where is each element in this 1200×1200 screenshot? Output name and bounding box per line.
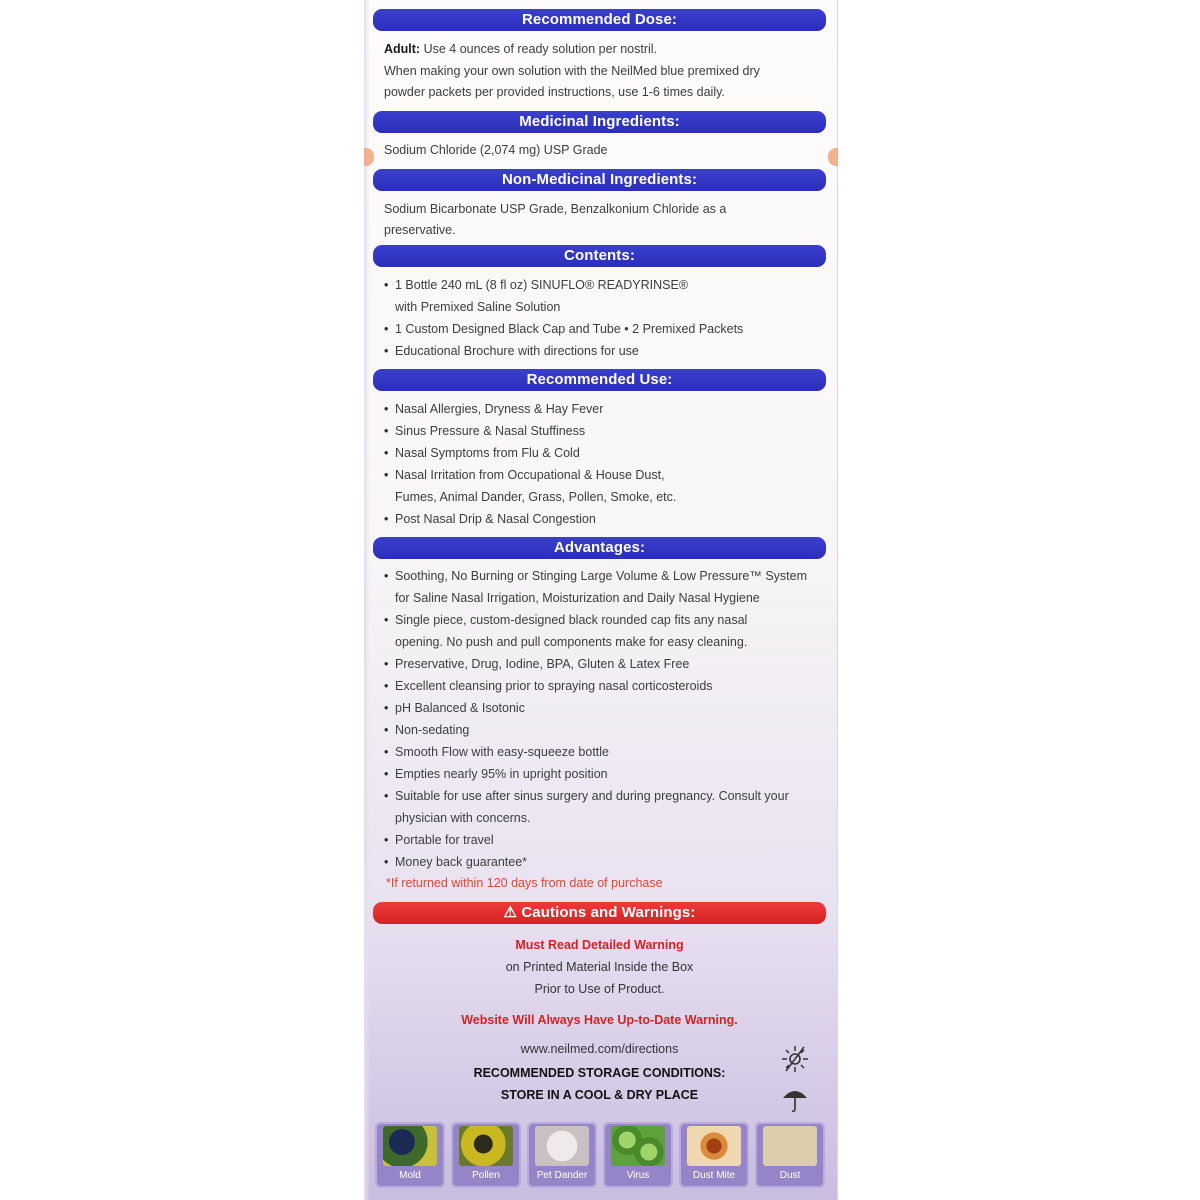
allergen-tiles [375,1122,827,1188]
warning-line-2: on Printed Material Inside the Box [505,960,694,974]
list-item: • Preservative, Drug, Iodine, BPA, Gluten & Latex Free [384,653,807,675]
recommended-dose-header: Recommended Dose: [373,9,826,31]
tile-label: Pet Dander [536,1170,588,1181]
orange-accent-right [828,148,838,166]
allergen-tile-mold [375,1122,445,1188]
non-medicinal-ingredients-header: Non-Medicinal Ingredients: [373,169,826,191]
list-item: • Smooth Flow with easy-squeeze bottle [384,741,807,763]
list-item: • pH Balanced & Isotonic [384,697,807,719]
adult-text: Use 4 ounces of ready solution per nostril. [420,42,658,56]
list-item: • Portable for travel [384,829,807,851]
list-item-continuation [384,631,807,653]
list-item-continuation [384,587,807,609]
sun-icon [780,1044,810,1078]
list-item: • Non-sedating [384,719,807,741]
list-item: • Educational Brochure with directions for use [384,340,743,362]
list-item: • Empties nearly 95% in upright position [384,763,807,785]
money-back-footnote: *If returned within 120 days from date of purchase [386,876,663,890]
dust-image [763,1126,817,1166]
panel-edge-shadow [364,0,370,1200]
list-item-continuation [384,486,676,508]
allergen-tile-dust-mite [679,1122,749,1188]
list-item: • Excellent cleansing prior to spraying nasal corticosteroids [384,675,807,697]
continuation-text: for Saline Nasal Irrigation, Moisturization and Daily Nasal Hygiene [395,591,760,605]
storage-conditions-text: STORE IN A COOL & DRY PLACE [500,1088,699,1102]
pollen-image [459,1126,513,1166]
dose-line-3: powder packets per provided instructions, use 1-6 times daily. [384,85,725,99]
website-warning: Website Will Always Have Up-to-Date Warning. [461,1013,738,1027]
list-item-continuation [384,807,807,829]
list-item: • Suitable for use after sinus surgery and during pregnancy. Consult your [384,785,807,807]
tile-label: Virus [626,1170,650,1181]
list-item: • Money back guarantee* [384,851,807,873]
cautions-warnings-header: ⚠ Cautions and Warnings: [373,902,826,924]
list-item: • Nasal Irritation from Occupational & House Dust, [384,464,676,486]
list-item: • Nasal Allergies, Dryness & Hay Fever [384,398,676,420]
dose-adult-line [384,39,657,61]
recommended-use-header: Recommended Use: [373,369,826,391]
must-read-warning: Must Read Detailed Warning [515,938,684,952]
continuation-text: opening. No push and pull components make for easy cleaning. [395,635,748,649]
tile-label: Mold [399,1170,421,1181]
non-medicinal-line-1: Sodium Bicarbonate USP Grade, Benzalkonium Chloride as a [384,202,727,216]
continuation-text: physician with concerns. [395,811,531,825]
allergen-tile-dust [755,1122,825,1188]
contents-list [384,274,743,362]
warning-line-3: Prior to Use of Product. [534,982,665,996]
allergen-tile-pet-dander [527,1122,597,1188]
continuation-text: with Premixed Saline Solution [395,300,561,314]
tile-label: Dust Mite [692,1170,736,1181]
list-item-continuation [384,296,743,318]
medicinal-ingredients-text: Sodium Chloride (2,074 mg) USP Grade [384,143,608,157]
advantages-header: Advantages: [373,537,826,559]
list-item: • Nasal Symptoms from Flu & Cold [384,442,676,464]
allergen-tile-pollen [451,1122,521,1188]
list-item: • Soothing, No Burning or Stinging Large Volume & Low Pressure™ System [384,565,807,587]
recommended-use-list [384,398,676,530]
list-item: • Single piece, custom-designed black rounded cap fits any nasal [384,609,807,631]
list-item: • Sinus Pressure & Nasal Stuffiness [384,420,676,442]
allergen-tile-virus [603,1122,673,1188]
cat-image [535,1126,589,1166]
medicinal-ingredients-header: Medicinal Ingredients: [373,111,826,133]
list-item: • 1 Custom Designed Black Cap and Tube • 2 Premixed Packets [384,318,743,340]
mold-image [383,1126,437,1166]
adult-label: Adult: [384,42,421,56]
non-medicinal-line-2: preservative. [384,223,456,237]
dose-line-2: When making your own solution with the NeilMed blue premixed dry [384,64,760,78]
directions-url: www.neilmed.com/directions [520,1042,679,1056]
tile-label: Dust [779,1170,801,1181]
continuation-text: Fumes, Animal Dander, Grass, Pollen, Smoke, etc. [395,490,677,504]
dust-mite-image [687,1126,741,1166]
list-item: • Post Nasal Drip & Nasal Congestion [384,508,676,530]
storage-conditions-title: RECOMMENDED STORAGE CONDITIONS: [473,1066,726,1080]
list-item: • 1 Bottle 240 mL (8 fl oz) SINUFLO® READYRINSE® [384,274,743,296]
tile-label: Pollen [472,1170,500,1181]
umbrella-icon [780,1084,810,1118]
contents-header: Contents: [373,245,826,267]
advantages-list [384,565,807,873]
virus-image [611,1126,665,1166]
